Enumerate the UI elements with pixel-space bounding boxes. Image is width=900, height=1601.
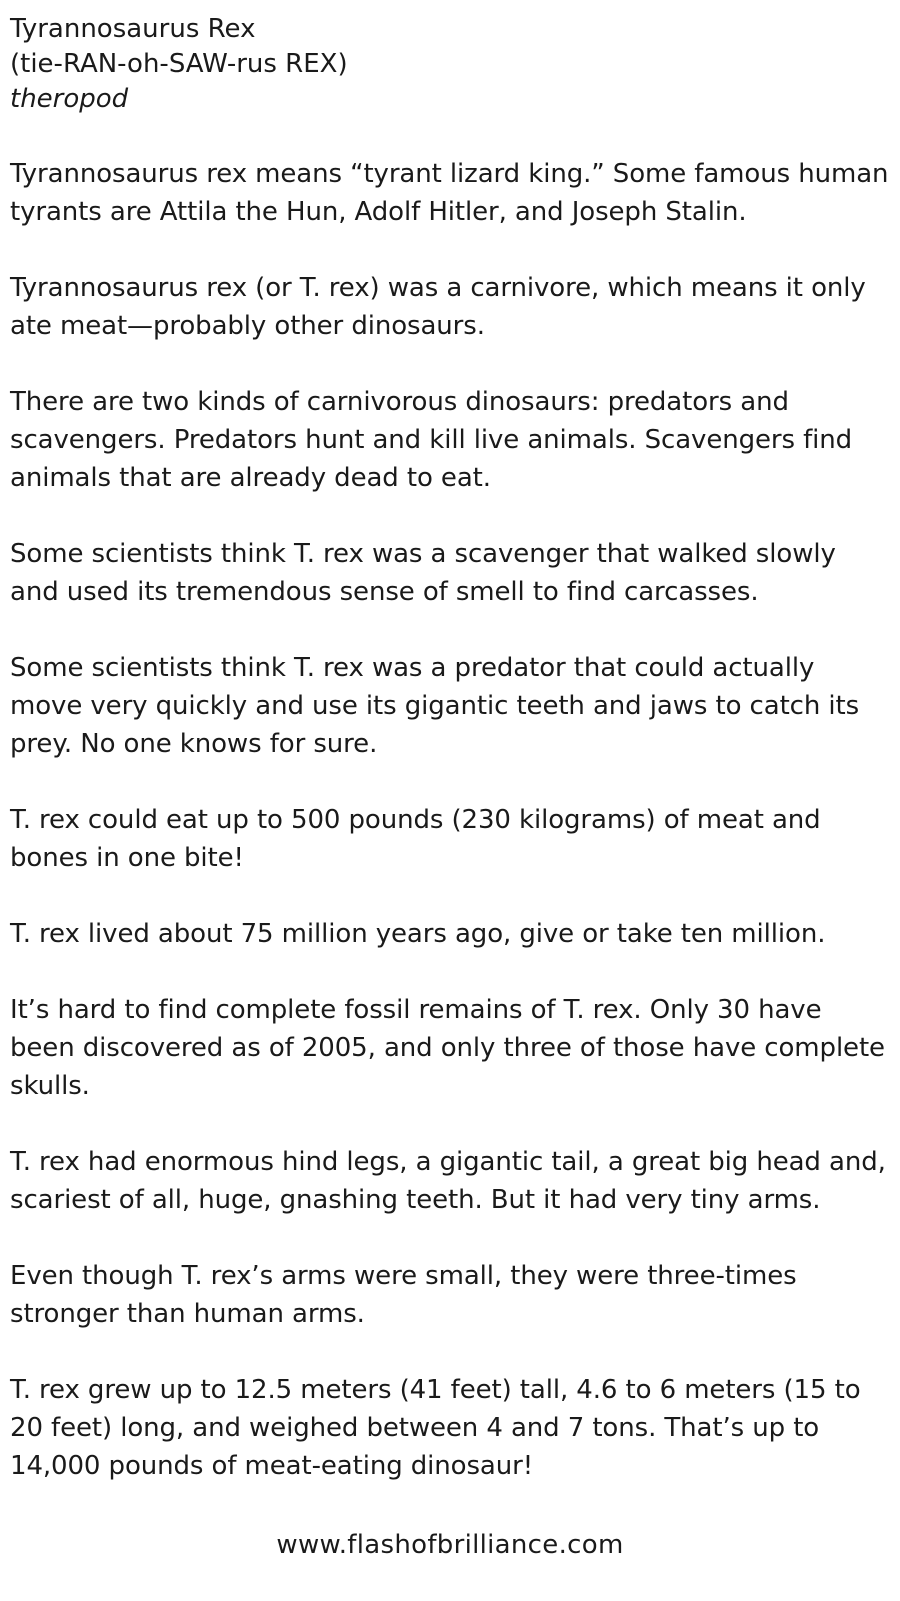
pronunciation: (tie-RAN-oh-SAW-rus REX) bbox=[10, 49, 348, 79]
paragraph-anatomy: T. rex had enormous hind legs, a gigantic tail, a great big head and, scariest of all, huge, gnashing teeth. But it had very tiny arms. bbox=[10, 1147, 886, 1215]
document-page bbox=[10, 12, 890, 1523]
body-text bbox=[10, 155, 890, 1485]
paragraph-scavenger-theory: Some scientists think T. rex was a scavenger that walked slowly and used its tremendous sense of smell to find carcasses. bbox=[10, 539, 836, 607]
paragraph-carnivore: Tyrannosaurus rex (or T. rex) was a carnivore, which means it only ate meat—probably other dinosaurs. bbox=[10, 273, 866, 341]
classification: theropod bbox=[10, 84, 129, 114]
page-title: Tyrannosaurus Rex bbox=[10, 14, 256, 44]
paragraph-meaning: Tyrannosaurus rex means “tyrant lizard king.” Some famous human tyrants are Attila the Hun, Adolf Hitler, and Joseph Stalin. bbox=[10, 159, 889, 227]
paragraph-size: T. rex grew up to 12.5 meters (41 feet) tall, 4.6 to 6 meters (15 to 20 feet) long, and weighed between 4 and 7 tons. That’s up to 14,000 pounds of meat-eating dinosaur! bbox=[10, 1375, 861, 1481]
header bbox=[10, 12, 890, 117]
paragraph-predator-theory: Some scientists think T. rex was a predator that could actually move very quickly and use its gigantic teeth and jaws to catch its prey. No one knows for sure. bbox=[10, 653, 860, 759]
footer-url: www.flashofbrilliance.com bbox=[276, 1530, 624, 1560]
paragraph-age: T. rex lived about 75 million years ago, give or take ten million. bbox=[10, 919, 826, 949]
paragraph-bite: T. rex could eat up to 500 pounds (230 kilograms) of meat and bones in one bite! bbox=[10, 805, 821, 873]
paragraph-predators-scavengers: There are two kinds of carnivorous dinosaurs: predators and scavengers. Predators hunt and kill live animals. Scavengers find animals that are already dead to eat. bbox=[10, 387, 853, 493]
paragraph-fossils: It’s hard to find complete fossil remains of T. rex. Only 30 have been discovered as of 2005, and only three of those have complete skulls. bbox=[10, 995, 885, 1101]
paragraph-arms: Even though T. rex’s arms were small, they were three-times stronger than human arms. bbox=[10, 1261, 797, 1329]
